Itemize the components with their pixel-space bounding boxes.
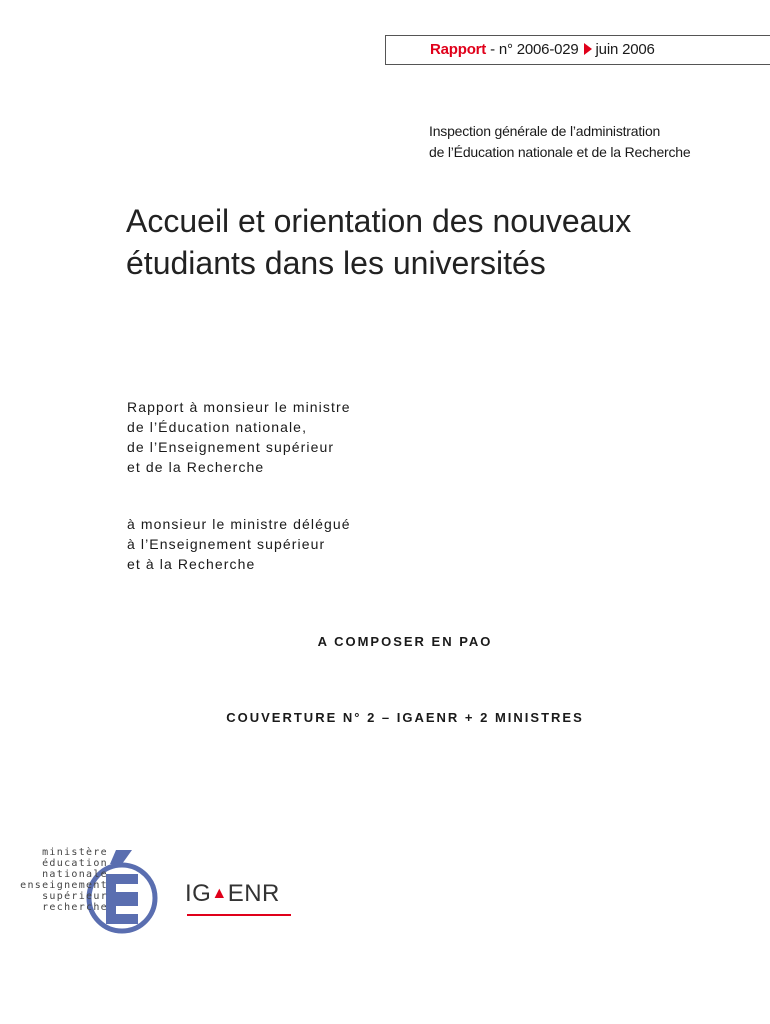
ministry-wordmark: ministère éducation nationale enseignement supérieur recherche	[20, 847, 108, 913]
recipients-secondary-line-2: à l’Enseignement supérieur	[127, 536, 326, 552]
cover-note: COUVERTURE N° 2 – IGAENR + 2 MINISTRES	[226, 710, 584, 725]
recipients-primary-line-3: de l’Enseignement supérieur	[127, 439, 335, 455]
triangle-right-icon	[584, 43, 592, 55]
report-label: Rapport	[430, 41, 487, 58]
document-title	[126, 200, 726, 284]
inspection-line-2: de l’Éducation nationale et de la Recherche	[429, 144, 691, 160]
inspection-line-1: Inspection générale de l’administration	[429, 123, 661, 139]
report-reference	[430, 36, 655, 64]
recipients-primary-line-4: et de la Recherche	[127, 459, 265, 475]
report-date: juin 2006	[595, 41, 655, 58]
compose-note: A COMPOSER EN PAO	[317, 634, 493, 649]
report-reference-box	[385, 35, 770, 65]
recipients-primary-line-1: Rapport à monsieur le ministre	[127, 399, 351, 415]
title-line-2: étudiants dans les universités	[126, 245, 546, 281]
report-number: - n° 2006-029	[486, 41, 579, 58]
recipients-primary	[127, 397, 351, 477]
igaenr-text-start: IG	[185, 880, 212, 907]
recipients-primary-line-2: de l’Éducation nationale,	[127, 419, 308, 435]
igaenr-text-end: ENR	[227, 880, 280, 907]
title-line-1: Accueil et orientation des nouveaux	[126, 203, 632, 239]
igaenr-logo	[185, 880, 280, 920]
recipients-secondary-line-3: et à la Recherche	[127, 556, 256, 572]
igaenr-underline	[187, 914, 291, 916]
recipients-secondary-line-1: à monsieur le ministre délégué	[127, 516, 351, 532]
igaenr-triangle-icon: ▲	[211, 885, 228, 902]
recipients-secondary	[127, 514, 351, 574]
ministry-logo	[20, 842, 158, 934]
inspection-heading	[429, 121, 690, 163]
